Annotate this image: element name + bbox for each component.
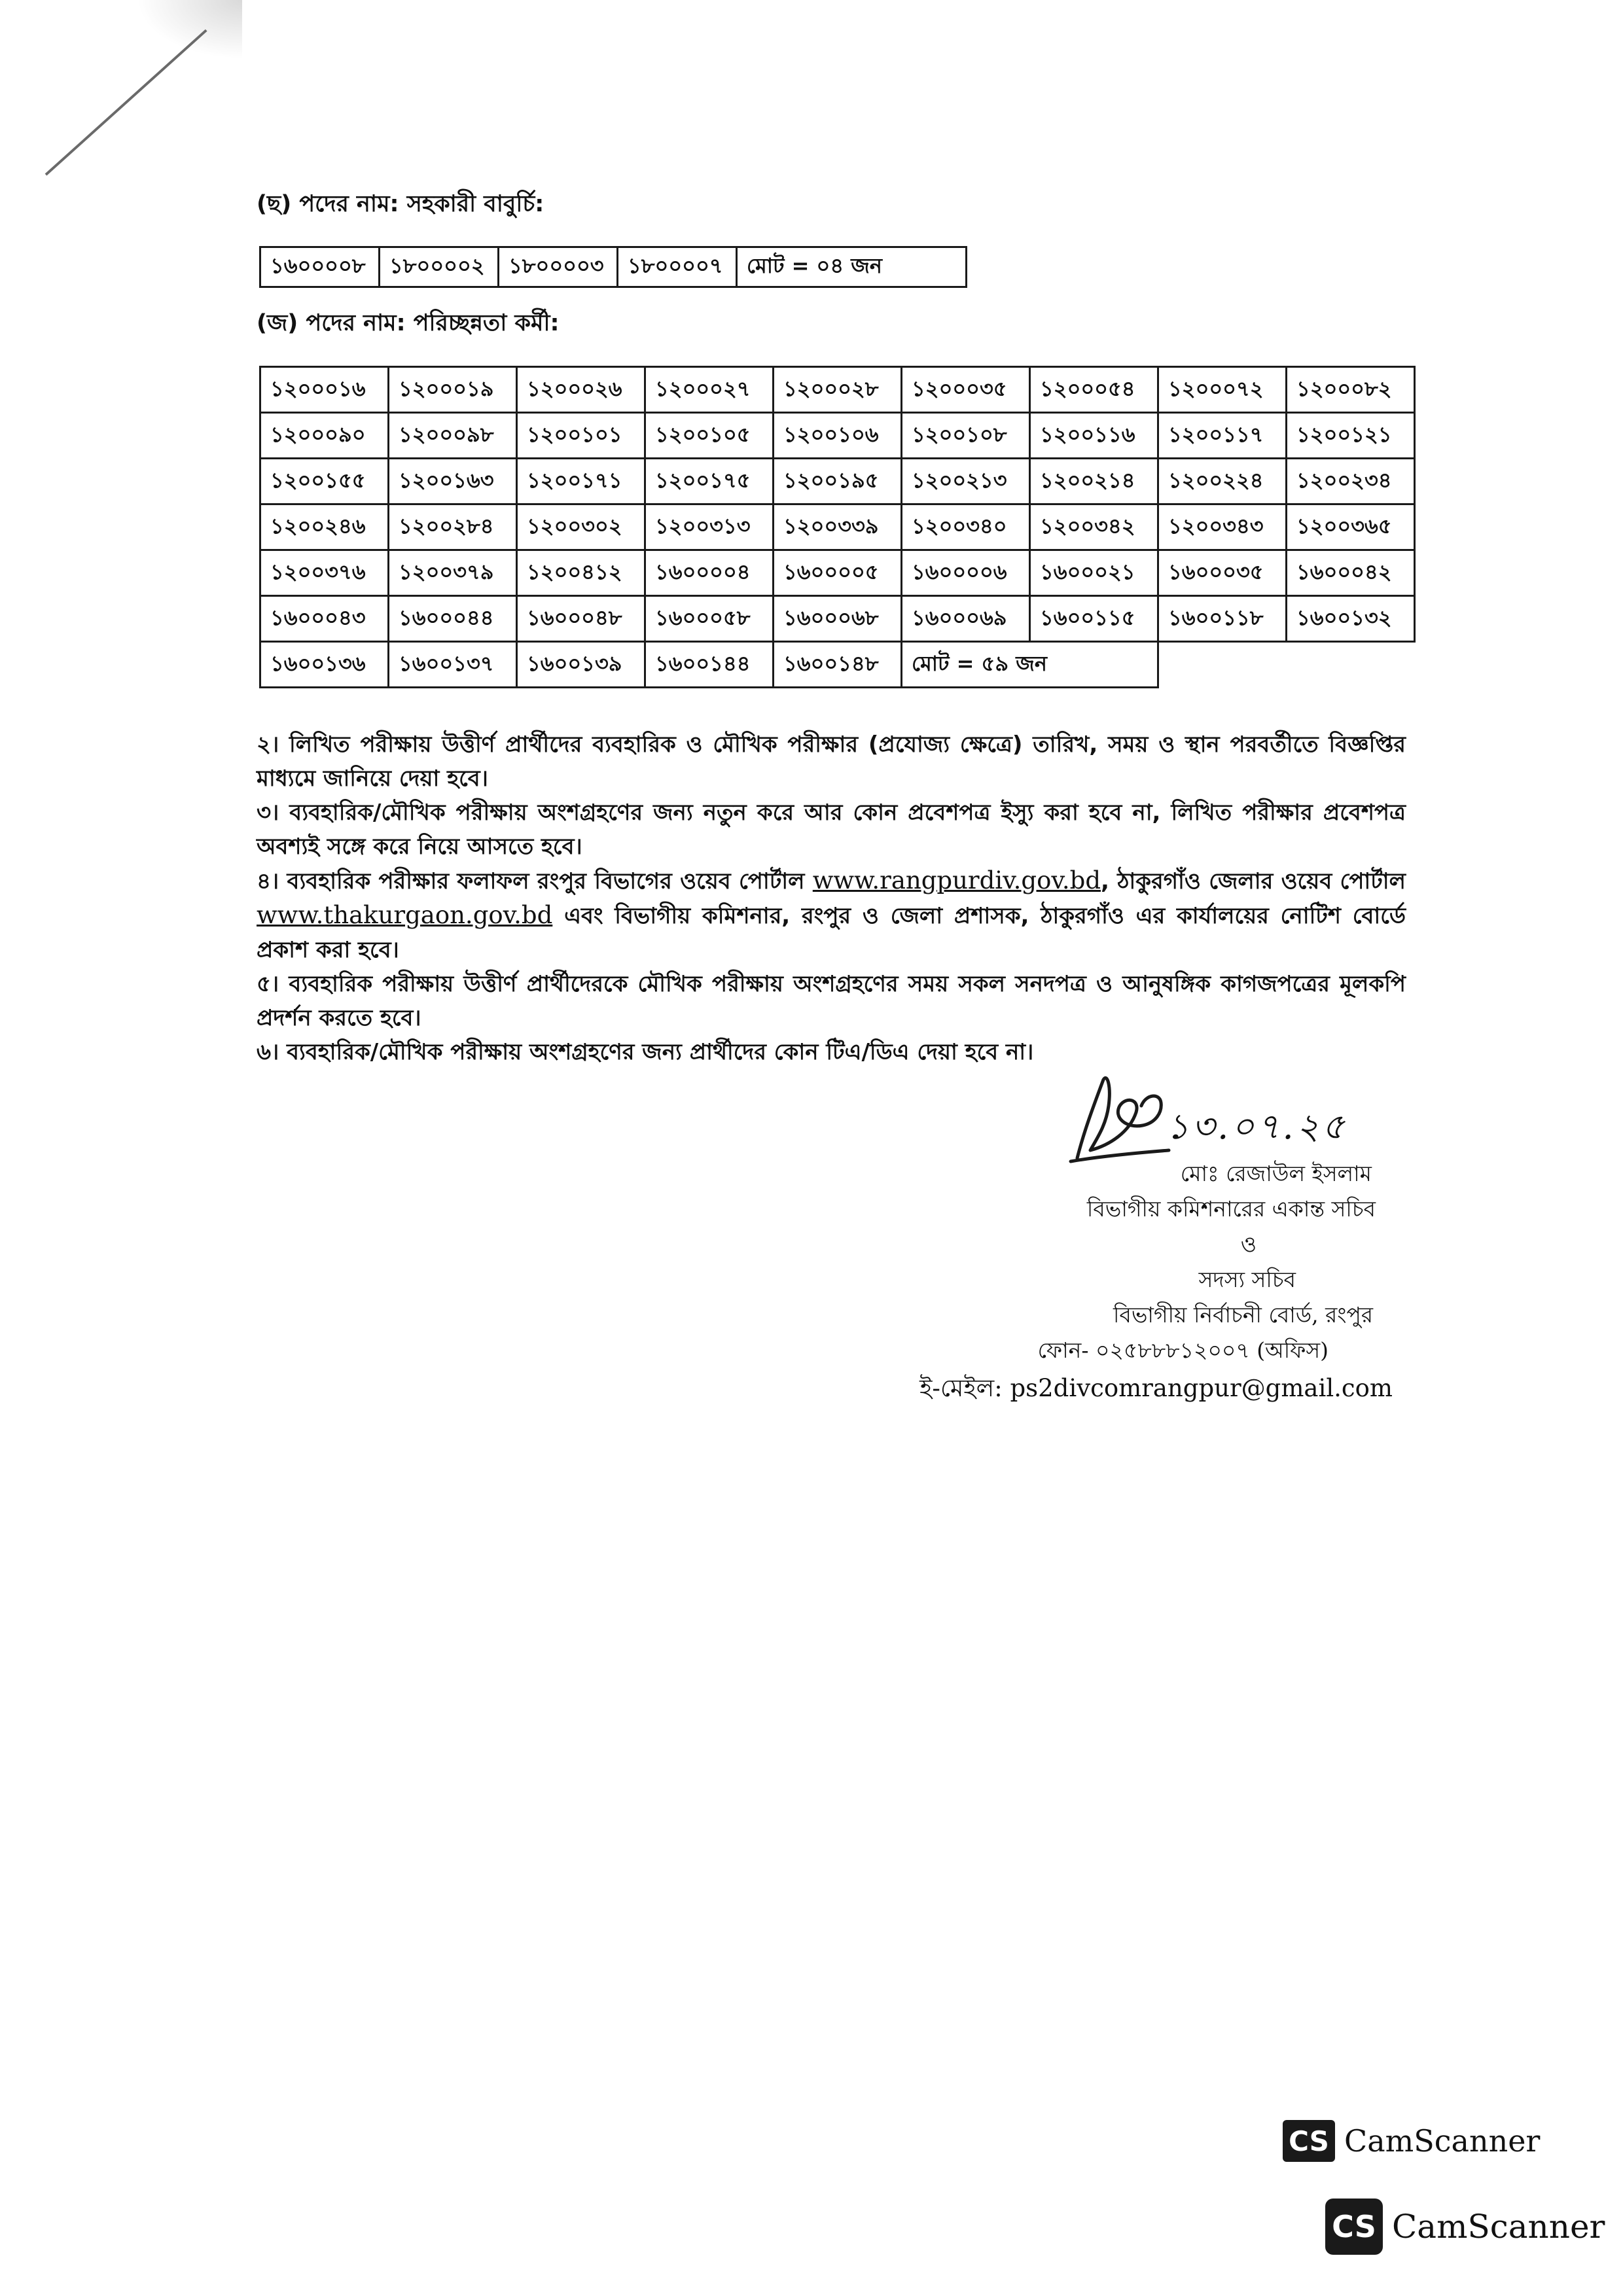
table-cell: ১২০০১৯৫	[774, 459, 902, 504]
table-cell: ১২০০০২৬	[517, 367, 645, 413]
table-cell: ১২০০১৭১	[517, 459, 645, 504]
table-cell: ১৬০০০৩৫	[1158, 550, 1287, 596]
table-cell: ১২০০০৫৪	[1030, 367, 1158, 413]
table-cell: ১৬০০১১৮	[1158, 596, 1287, 642]
table-cell: ১৬০০১১৫	[1030, 596, 1158, 642]
table-cell: ১২০০২৩৪	[1287, 459, 1415, 504]
camscanner-watermark-1	[1283, 2120, 1540, 2162]
table-cell: ১২০০১৫৫	[260, 459, 389, 504]
camscanner-brand: CamScanner	[1392, 2208, 1605, 2246]
table-cell: ১৬০০০০৮	[260, 247, 380, 287]
table-cell: ১২০০৩৩৯	[774, 504, 902, 550]
table-cell: ১৬০০০৪২	[1287, 550, 1415, 596]
camscanner-logo-icon: CS	[1283, 2120, 1335, 2162]
table-cell: ১২০০১৬৩	[389, 459, 517, 504]
table-cell: ১২০০০২৭	[645, 367, 774, 413]
cleaner-id-table	[259, 366, 1416, 688]
table-cell: ১৬০০০৫৮	[645, 596, 774, 642]
table-cell: ১৮০০০০৭	[618, 247, 737, 287]
total-cell: মোট = ০৪ জন	[737, 247, 967, 287]
scan-fold-line	[45, 29, 207, 176]
camscanner-brand: CamScanner	[1344, 2123, 1541, 2159]
signatory-designation-2: সদস্য সচিব	[1198, 1267, 1296, 1292]
table-cell: ১৬০০০২১	[1030, 550, 1158, 596]
note-4-part-c: এবং বিভাগীয় কমিশনার, রংপুর ও জেলা প্রশাসক, ঠাকুরগাঁও এর কার্যালয়ের নোটিশ বোর্ডে প্রকাশ করা হবে।	[257, 903, 1406, 963]
table-row	[260, 504, 1415, 550]
handwritten-signature	[1064, 1067, 1175, 1165]
note-4	[257, 864, 1406, 967]
table-cell: ১৬০০১৩৬	[260, 642, 389, 688]
table-cell: ১২০০২২৪	[1158, 459, 1287, 504]
assistant-cook-id-table	[259, 246, 967, 288]
table-row	[260, 247, 967, 287]
table-cell: ১৬০০০৬৮	[774, 596, 902, 642]
table-cell: ১২০০২৮৪	[389, 504, 517, 550]
table-cell: ১২০০৩৭৬	[260, 550, 389, 596]
table-cell: ১২০০০৮২	[1287, 367, 1415, 413]
table-cell: ১৬০০০৪৩	[260, 596, 389, 642]
table-cell: ১২০০০৯০	[260, 413, 389, 459]
table-row	[260, 459, 1415, 504]
scan-corner-artifact	[0, 0, 262, 196]
table-cell: ১২০০১৭৫	[645, 459, 774, 504]
signatory-board: বিভাগীয় নির্বাচনী বোর্ড, রংপুর	[1113, 1302, 1373, 1328]
note-4-part-b: , ঠাকুরগাঁও জেলার ওয়েব পোর্টাল	[1101, 868, 1406, 894]
table-cell: ১৬০০১৩২	[1287, 596, 1415, 642]
table-cell: ১২০০১২১	[1287, 413, 1415, 459]
table-cell: ১২০০২১৩	[902, 459, 1030, 504]
signatory-conjunction: ও	[1240, 1231, 1257, 1257]
table-cell: ১২০০৩১৩	[645, 504, 774, 550]
table-cell: ১২০০০১৯	[389, 367, 517, 413]
table-cell: ১২০০০৯৮	[389, 413, 517, 459]
table-cell: ১২০০১০৫	[645, 413, 774, 459]
section-a-heading: (ছ) পদের নাম: সহকারী বাবুর্চি:	[257, 191, 544, 217]
table-cell: ১২০০৩৪৩	[1158, 504, 1287, 550]
table-cell: ১২০০৩৭৯	[389, 550, 517, 596]
table-cell: ১৬০০১৩৯	[517, 642, 645, 688]
table-cell: ১২০০৩৬৫	[1287, 504, 1415, 550]
table-cell: ১৮০০০০৩	[499, 247, 618, 287]
table-cell: ১৬০০১৩৭	[389, 642, 517, 688]
table-cell: ১২০০৩৪২	[1030, 504, 1158, 550]
table-cell: ১২০০১০৮	[902, 413, 1030, 459]
table-cell: ১৬০০১৪৪	[645, 642, 774, 688]
table-cell: ১৬০০০০৫	[774, 550, 902, 596]
note-2: ২। লিখিত পরীক্ষায় উত্তীর্ণ প্রার্থীদের ব্যবহারিক ও মৌখিক পরীক্ষার (প্রযোজ্য ক্ষেত্রে) তারিখ, সময় ও স্থান পরবর্তীতে বিজ্ঞপ্তির মাধ্যমে জানিয়ে দেয়া হবে।	[257, 732, 1406, 792]
table-cell: ১৬০০১৪৮	[774, 642, 902, 688]
total-cell: মোট = ৫৯ জন	[902, 642, 1158, 688]
camscanner-logo-icon: CS	[1325, 2199, 1383, 2255]
signature-block	[903, 1047, 1427, 1413]
camscanner-watermark-2	[1325, 2199, 1605, 2255]
note-6: ৬। ব্যবহারিক/মৌখিক পরীক্ষায় অংশগ্রহণের জন্য প্রার্থীদের কোন টিএ/ডিএ দেয়া হবে না।	[257, 1039, 1034, 1065]
note-3: ৩। ব্যবহারিক/মৌখিক পরীক্ষায় অংশগ্রহণের জন্য নতুন করে আর কোন প্রবেশপত্র ইস্যু করা হবে না, লিখিত পরীক্ষার প্রবেশপত্র অবশ্যই সঙ্গে করে নিয়ে আসতে হবে।	[257, 800, 1406, 860]
rangpur-portal-link[interactable]: www.rangpurdiv.gov.bd	[812, 866, 1101, 894]
section-b-heading: (জ) পদের নাম: পরিচ্ছন্নতা কর্মী:	[257, 310, 560, 336]
signature-date: ১৩.০৭.২৫	[1166, 1106, 1347, 1147]
table-cell: ১২০০২৪৬	[260, 504, 389, 550]
table-row	[260, 413, 1415, 459]
signatory-name: মোঃ রেজাউল ইসলাম	[1180, 1161, 1372, 1186]
thakurgaon-portal-link[interactable]: www.thakurgaon.gov.bd	[257, 901, 553, 929]
instructions	[257, 728, 1406, 1069]
table-cell: ১২০০৩০২	[517, 504, 645, 550]
table-cell: ১২০০০১৬	[260, 367, 389, 413]
signatory-designation-1: বিভাগীয় কমিশনারের একান্ত সচিব	[1086, 1196, 1376, 1222]
signatory-phone: ফোন- ০২৫৮৮৮১২০০৭ (অফিস)	[1037, 1337, 1329, 1363]
table-cell: ১২০০৩৪০	[902, 504, 1030, 550]
table-cell: ১২০০০৭২	[1158, 367, 1287, 413]
table-cell: ১২০০৪১২	[517, 550, 645, 596]
table-cell: ১৮০০০০২	[380, 247, 499, 287]
table-cell: ১৬০০০০৬	[902, 550, 1030, 596]
table-cell: ১৬০০০৬৯	[902, 596, 1030, 642]
table-cell: ১২০০১১৭	[1158, 413, 1287, 459]
table-cell: ১২০০১০৬	[774, 413, 902, 459]
table-cell: ১৬০০০৪৮	[517, 596, 645, 642]
note-4-part-a: ৪। ব্যবহারিক পরীক্ষার ফলাফল রংপুর বিভাগের ওয়েব পোর্টাল	[257, 868, 805, 894]
table-row	[260, 367, 1415, 413]
table-cell: ১২০০২১৪	[1030, 459, 1158, 504]
table-cell: ১৬০০০০৪	[645, 550, 774, 596]
signatory-email: ই-মেইল: ps2divcomrangpur@gmail.com	[919, 1374, 1393, 1402]
table-cell: ১২০০১০১	[517, 413, 645, 459]
scan-smudge	[137, 0, 242, 59]
note-5: ৫। ব্যবহারিক পরীক্ষায় উত্তীর্ণ প্রার্থীদেরকে মৌখিক পরীক্ষায় অংশগ্রহণের সময় সকল সনদপত্র ও আনুষঙ্গিক কাগজপত্রের মূলকপি প্রদর্শন করতে হবে।	[257, 971, 1406, 1031]
table-cell: ১২০০০৩৫	[902, 367, 1030, 413]
table-cell: ১৬০০০৪৪	[389, 596, 517, 642]
table-cell: ১২০০১১৬	[1030, 413, 1158, 459]
table-row	[260, 642, 1415, 688]
table-cell: ১২০০০২৮	[774, 367, 902, 413]
table-row	[260, 596, 1415, 642]
empty-cell	[1158, 642, 1415, 688]
table-row	[260, 550, 1415, 596]
